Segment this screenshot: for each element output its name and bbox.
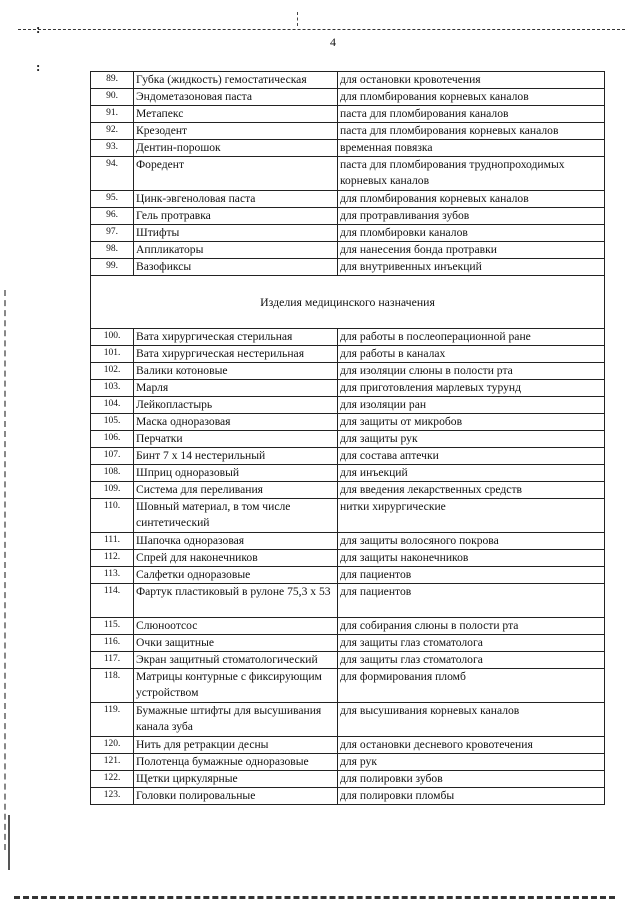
table-row [91,635,605,652]
item-name: Вата хирургическая нестерильная [134,346,338,363]
row-number: 120. [91,737,134,754]
row-number: 89. [91,72,134,89]
item-purpose: для изоляции слюны в полости рта [338,363,605,380]
item-name: Цинк-эвгеноловая паста [134,191,338,208]
table-row [91,140,605,157]
table-row [91,346,605,363]
item-name: Марля [134,380,338,397]
section-row [91,276,605,329]
item-name: Форедент [134,157,338,191]
row-number: 90. [91,89,134,106]
item-purpose: для полировки пломбы [338,788,605,805]
item-purpose: для пломбирования корневых каналов [338,191,605,208]
table-row [91,737,605,754]
row-number: 118. [91,669,134,703]
item-name: Губка (жидкость) гемостатическая [134,72,338,89]
item-purpose: для приготовления марлевых турунд [338,380,605,397]
item-purpose: для собирания слюны в полости рта [338,618,605,635]
row-number: 102. [91,363,134,380]
item-name: Бумажные штифты для высушивания канала зуба [134,703,338,737]
table-row [91,499,605,533]
hole-punch-mark: : [36,59,41,74]
item-name: Аппликаторы [134,242,338,259]
table-row [91,106,605,123]
table-row [91,482,605,499]
table-row [91,652,605,669]
item-purpose: для нанесения бонда протравки [338,242,605,259]
item-name: Шприц одноразовый [134,465,338,482]
item-name: Полотенца бумажные одноразовые [134,754,338,771]
page-number: 4 [330,35,336,49]
table-row [91,380,605,397]
item-purpose: для пломбирования корневых каналов [338,89,605,106]
table-row [91,363,605,380]
item-purpose: для состава аптечки [338,448,605,465]
item-purpose: для защиты рук [338,431,605,448]
item-purpose: для протравливания зубов [338,208,605,225]
item-purpose: для защиты от микробов [338,414,605,431]
row-number: 111. [91,533,134,550]
table-body-medical-items [91,329,605,805]
item-purpose: для пломбировки каналов [338,225,605,242]
row-number: 92. [91,123,134,140]
item-name: Нить для ретракции десны [134,737,338,754]
item-name: Фартук пластиковый в рулоне 75,3 х 53 [134,584,338,618]
item-name: Шовный материал, в том числе синтетический [134,499,338,533]
scan-edge-bottom [14,896,615,899]
item-purpose: для инъекций [338,465,605,482]
row-number: 115. [91,618,134,635]
item-purpose: для формирования пломб [338,669,605,703]
row-number: 110. [91,499,134,533]
item-name: Головки полировальные [134,788,338,805]
row-number: 95. [91,191,134,208]
table-row [91,397,605,414]
table-row [91,771,605,788]
item-name: Гель протравка [134,208,338,225]
row-number: 96. [91,208,134,225]
table-row [91,465,605,482]
item-purpose: для остановки десневого кровотечения [338,737,605,754]
row-number: 114. [91,584,134,618]
row-number: 94. [91,157,134,191]
item-purpose: для защиты волосяного покрова [338,533,605,550]
row-number: 100. [91,329,134,346]
table-body-consumables [91,72,605,276]
scan-edge-left [4,290,6,850]
row-number: 117. [91,652,134,669]
item-purpose: временная повязка [338,140,605,157]
table-row [91,191,605,208]
section-title: Изделия медицинского назначения [91,276,605,329]
table-row [91,157,605,191]
section-divider [91,276,605,329]
table-row [91,414,605,431]
item-purpose: для защиты глаз стоматолога [338,652,605,669]
item-name: Система для переливания [134,482,338,499]
table-row [91,584,605,618]
item-purpose: для высушивания корневых каналов [338,703,605,737]
row-number: 106. [91,431,134,448]
item-purpose: для защиты глаз стоматолога [338,635,605,652]
table-row [91,123,605,140]
item-purpose: для пациентов [338,567,605,584]
item-name: Экран защитный стоматологический [134,652,338,669]
item-purpose: для изоляции ран [338,397,605,414]
item-name: Салфетки одноразовые [134,567,338,584]
item-name: Штифты [134,225,338,242]
item-purpose: для защиты наконечников [338,550,605,567]
items-table [90,71,605,805]
item-purpose: для введения лекарственных средств [338,482,605,499]
item-purpose: для внутривенных инъекций [338,259,605,276]
row-number: 104. [91,397,134,414]
item-name: Шапочка одноразовая [134,533,338,550]
item-purpose: для работы в послеоперационной ране [338,329,605,346]
table-row [91,448,605,465]
item-purpose: для рук [338,754,605,771]
item-name: Матрицы контурные с фиксирующим устройством [134,669,338,703]
item-name: Эндометазоновая паста [134,89,338,106]
item-name: Щетки циркулярные [134,771,338,788]
item-name: Дентин-порошок [134,140,338,157]
row-number: 93. [91,140,134,157]
item-name: Бинт 7 х 14 нестерильный [134,448,338,465]
row-number: 99. [91,259,134,276]
table-row [91,431,605,448]
item-name: Лейкопластырь [134,397,338,414]
row-number: 105. [91,414,134,431]
table-row [91,242,605,259]
row-number: 123. [91,788,134,805]
item-name: Слюноотсос [134,618,338,635]
item-name: Валики котоновые [134,363,338,380]
row-number: 122. [91,771,134,788]
scan-edge-top [18,29,625,30]
item-name: Очки защитные [134,635,338,652]
table-row [91,533,605,550]
table-row [91,225,605,242]
table-row [91,618,605,635]
row-number: 107. [91,448,134,465]
row-number: 116. [91,635,134,652]
table-row [91,669,605,703]
item-purpose: для работы в каналах [338,346,605,363]
row-number: 113. [91,567,134,584]
table-row [91,754,605,771]
item-name: Перчатки [134,431,338,448]
item-purpose: паста для пломбирования труднопроходимых корневых каналов [338,157,605,191]
row-number: 121. [91,754,134,771]
item-purpose: для полировки зубов [338,771,605,788]
item-name: Вазофиксы [134,259,338,276]
table-row [91,567,605,584]
scan-edge-left [8,815,10,870]
hole-punch-mark: : [36,21,41,36]
table-row [91,89,605,106]
row-number: 103. [91,380,134,397]
row-number: 109. [91,482,134,499]
table-row [91,329,605,346]
item-name: Спрей для наконечников [134,550,338,567]
item-purpose: для пациентов [338,584,605,618]
item-name: Метапекс [134,106,338,123]
row-number: 108. [91,465,134,482]
item-name: Вата хирургическая стерильная [134,329,338,346]
row-number: 98. [91,242,134,259]
row-number: 91. [91,106,134,123]
table-row [91,703,605,737]
row-number: 119. [91,703,134,737]
table-row [91,550,605,567]
item-purpose: паста для пломбирования каналов [338,106,605,123]
row-number: 101. [91,346,134,363]
row-number: 97. [91,225,134,242]
scan-fold-mark [297,12,300,26]
item-purpose: паста для пломбирования корневых каналов [338,123,605,140]
table-row [91,788,605,805]
table-row [91,259,605,276]
item-name: Маска одноразовая [134,414,338,431]
table-row [91,208,605,225]
row-number: 112. [91,550,134,567]
item-purpose: для остановки кровотечения [338,72,605,89]
item-name: Крезодент [134,123,338,140]
table-row [91,72,605,89]
item-purpose: нитки хирургические [338,499,605,533]
